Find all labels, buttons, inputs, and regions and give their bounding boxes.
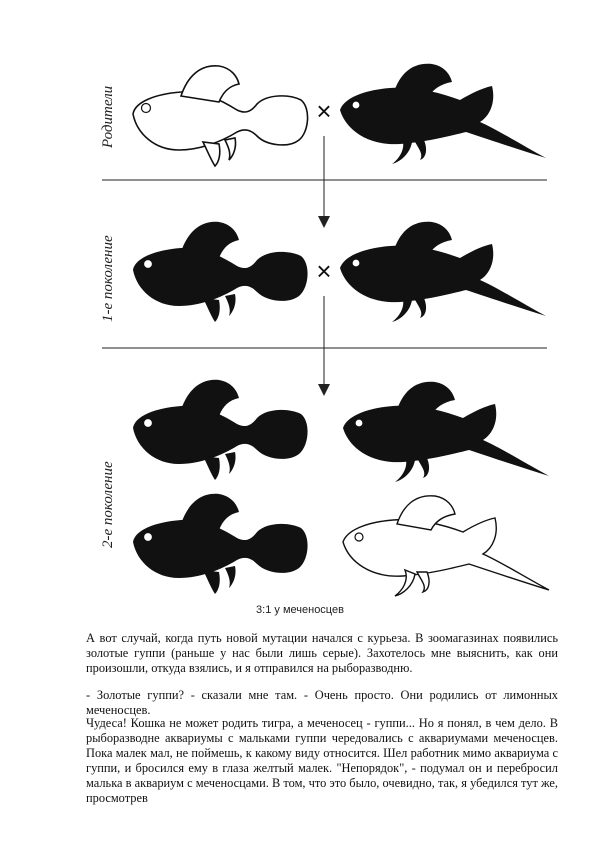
arrow-head-1 [318,216,330,228]
row-label-parents: Родители [100,85,116,148]
row-label-generation-1: 1-е поколение [100,235,116,322]
row-label-generation-2: 2-е поколение [100,461,116,548]
fish-male-gen2-black [343,382,549,482]
fish-male-gen2-white [343,496,549,596]
fish-female-gen2-black-bottom [133,494,308,594]
paragraph-1: А вот случай, когда путь новой мутации начался с курьеза. В зоомагазинах появились золотые гуппи (раньше у нас были лишь серые). Захотелось мне выяснить, как они произошли, откуда взялись, и я отправился на рыборазводню. [86,631,558,675]
arrow-head-2 [318,384,330,396]
paragraph-2: - Золотые гуппи? - сказали мне там. - Очень просто. Они родились от лимонных меченосцев. [86,688,558,717]
fish-male-parent-black [340,64,546,164]
cross-symbol-1: × [316,96,332,126]
paragraph-3: Чудеса! Кошка не может родить тигра, а меченосец - гуппи... Но я понял, в чем дело. В рыборазводне аквариумы с мальками гуппи чередовались с аквариумами меченосцев. Пока малек мал, не поймешь, к какому виду относится. Шел работник мимо аквариума с гуппи, и бросился ему в глаза желтый малек. "Непорядок", - подумал он и перебросил малька в аквариум с меченосцами. В том, что это было, очевидно, так, я убедился тут же, просмотрев [86,716,558,805]
cross-symbol-2: × [316,256,332,286]
fish-female-gen1-black [133,222,308,322]
fish-female-gen2-black-top [133,380,308,480]
figure-caption: 3:1 у меченосцев [256,604,344,616]
fish-eyes [142,101,364,542]
fish-female-parent-white [133,66,308,166]
fish-male-gen1-black [340,222,546,322]
